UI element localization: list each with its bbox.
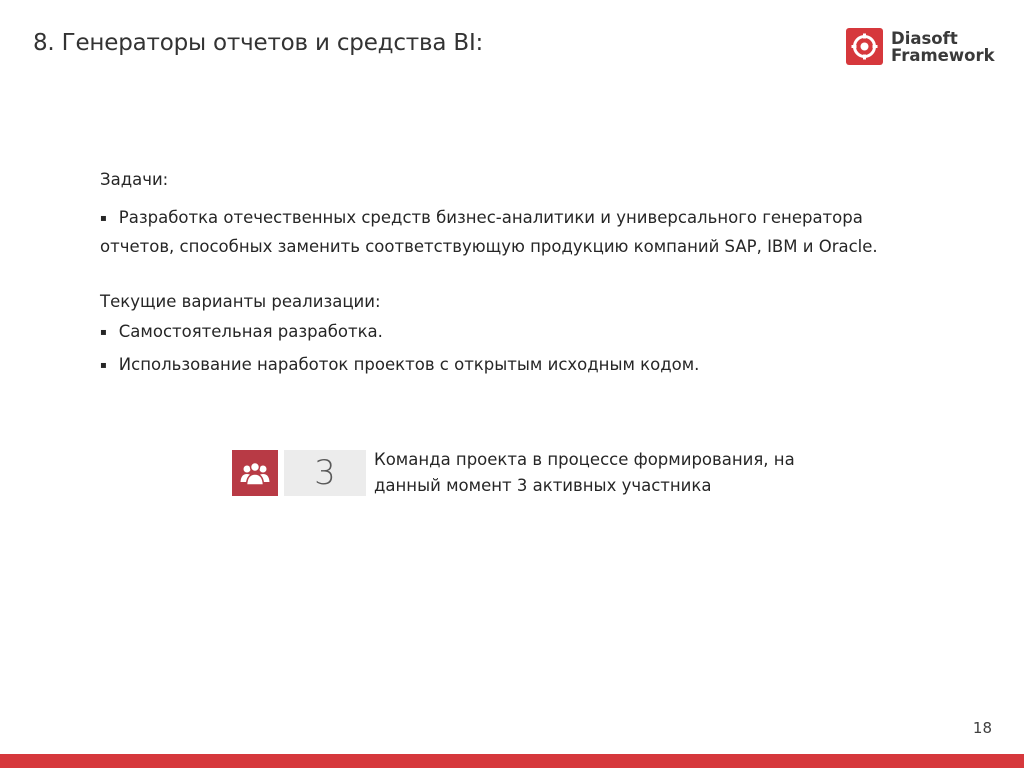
tasks-continuation: отчетов, способных заменить соответствующую продукцию компаний SAP, IBM и Oracle.: [100, 237, 878, 256]
diasoft-logo: [846, 28, 995, 65]
variants-list: [100, 317, 900, 383]
diasoft-logo-icon: [846, 28, 883, 65]
variant-text: Самостоятельная разработка.: [118, 322, 383, 341]
slide-title: 8. Генераторы отчетов и средства BI:: [33, 30, 484, 56]
team-text-line-2: данный момент 3 активных участника: [374, 476, 712, 495]
tasks-bullet-text: Разработка отечественных средств бизнес-аналитики и универсального генератора: [118, 208, 863, 227]
team-text-line-1: Команда проекта в процессе формирования, на: [374, 450, 795, 469]
tasks-bullet-line: [100, 205, 900, 234]
team-count: 3: [284, 450, 366, 496]
variant-text: Использование наработок проектов с открытым исходным кодом.: [118, 355, 700, 374]
list-item: [100, 317, 900, 350]
bullet-icon: ▪: [100, 327, 107, 338]
logo-line-1: Diasoft: [891, 28, 958, 48]
list-item: [100, 350, 900, 383]
tasks-text: [100, 205, 900, 260]
variants-heading: Текущие варианты реализации:: [100, 292, 381, 311]
bullet-icon: ▪: [100, 360, 107, 371]
people-icon: [232, 450, 278, 496]
logo-line-2: Framework: [891, 45, 995, 65]
bottom-accent-bar: [0, 754, 1024, 768]
tasks-heading: Задачи:: [100, 170, 169, 189]
bullet-icon: ▪: [100, 213, 107, 224]
page-number: 18: [972, 719, 992, 737]
team-description: [374, 447, 834, 499]
